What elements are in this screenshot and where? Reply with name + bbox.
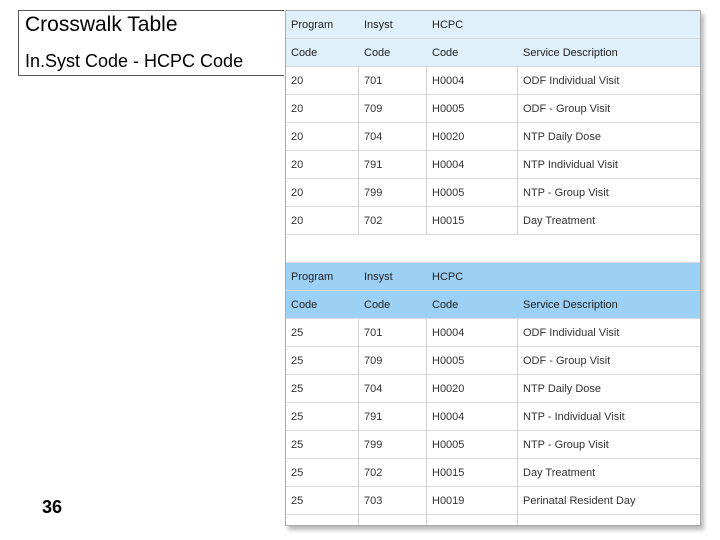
table1-header-bottom [286,39,700,67]
description-cell: NTP - Group Visit [523,439,609,451]
description-cell: ODF Individual Visit [523,75,620,87]
table-row [286,95,700,123]
description-cell: ODF - Group Visit [523,103,611,115]
program-cell: 20 [291,159,304,171]
description-cell: Day Treatment [523,467,596,479]
title-box [18,10,284,76]
hcpc-cell: H0005 [432,355,465,367]
table-row [286,459,700,487]
insyst-cell: 703 [364,495,383,507]
program-cell: 25 [291,467,304,479]
table-row [286,179,700,207]
header-cell: Code [291,299,318,311]
program-cell: 20 [291,103,304,115]
insyst-cell: 791 [364,159,383,171]
page-number: 36 [42,497,63,517]
insyst-cell: 709 [364,355,383,367]
hcpc-cell: H0005 [432,103,465,115]
program-cell: 25 [291,327,304,339]
hcpc-cell: H0005 [432,439,465,451]
insyst-cell: 701 [364,75,383,87]
insyst-cell: 709 [364,103,383,115]
insyst-cell: 701 [364,327,383,339]
table-row [286,151,700,179]
header-cell: Program [291,19,334,31]
hcpc-cell: H0015 [432,215,465,227]
hcpc-cell: H0020 [432,383,465,395]
insyst-cell: 704 [364,383,383,395]
hcpc-cell: H0004 [432,75,465,87]
crosswalk-table [285,10,701,526]
description-cell: NTP - Group Visit [523,187,609,199]
table-row [286,347,700,375]
spacer-row [286,235,700,263]
table-row [286,207,700,235]
header-cell: Program [291,271,334,283]
description-cell: NTP Individual Visit [523,159,618,171]
hcpc-cell: H0004 [432,327,465,339]
header-cell: Code [364,299,391,311]
header-cell: Service Description [523,47,618,59]
table-row [286,403,700,431]
description-cell: ODF - Group Visit [523,355,611,367]
description-cell: NTP Daily Dose [523,383,602,395]
insyst-cell: 704 [364,131,383,143]
hcpc-cell: H0015 [432,467,465,479]
insyst-cell: 799 [364,187,383,199]
header-cell: Service Description [523,299,618,311]
table2-header-bottom [286,291,700,319]
slide-title: Crosswalk Table [25,13,178,36]
program-cell: 20 [291,215,304,227]
program-cell: 20 [291,75,304,87]
table-row [286,319,700,347]
table-row [286,375,700,403]
slide-subtitle: In.Syst Code - HCPC Code [25,51,244,71]
description-cell: Day Treatment [523,215,596,227]
program-cell: 25 [291,411,304,423]
table-row [286,487,700,515]
header-cell: Code [291,47,318,59]
header-cell: Code [432,47,459,59]
description-cell: ODF Individual Visit [523,327,620,339]
header-cell: Code [432,299,459,311]
hcpc-cell: H0004 [432,159,465,171]
hcpc-cell: H0005 [432,187,465,199]
table-row [286,123,700,151]
header-cell: Code [364,47,391,59]
hcpc-cell: H0004 [432,411,465,423]
header-cell: HCPC [432,271,464,283]
description-cell: NTP Daily Dose [523,131,602,143]
insyst-cell: 702 [364,215,383,227]
table1-header-top [286,11,700,39]
program-cell: 20 [291,131,304,143]
header-cell: HCPC [432,19,464,31]
table-row [286,431,700,459]
program-cell: 25 [291,383,304,395]
program-cell: 25 [291,355,304,367]
insyst-cell: 799 [364,439,383,451]
table2-header-top [286,263,700,291]
hcpc-cell: H0020 [432,131,465,143]
description-cell: Perinatal Resident Day [523,495,636,507]
table-row [286,67,700,95]
hcpc-cell: H0019 [432,495,465,507]
header-cell: Insyst [364,19,393,31]
program-cell: 25 [291,439,304,451]
program-cell: 25 [291,495,304,507]
insyst-cell: 791 [364,411,383,423]
header-cell: Insyst [364,271,393,283]
description-cell: NTP - Individual Visit [523,411,625,423]
program-cell: 20 [291,187,304,199]
insyst-cell: 702 [364,467,383,479]
